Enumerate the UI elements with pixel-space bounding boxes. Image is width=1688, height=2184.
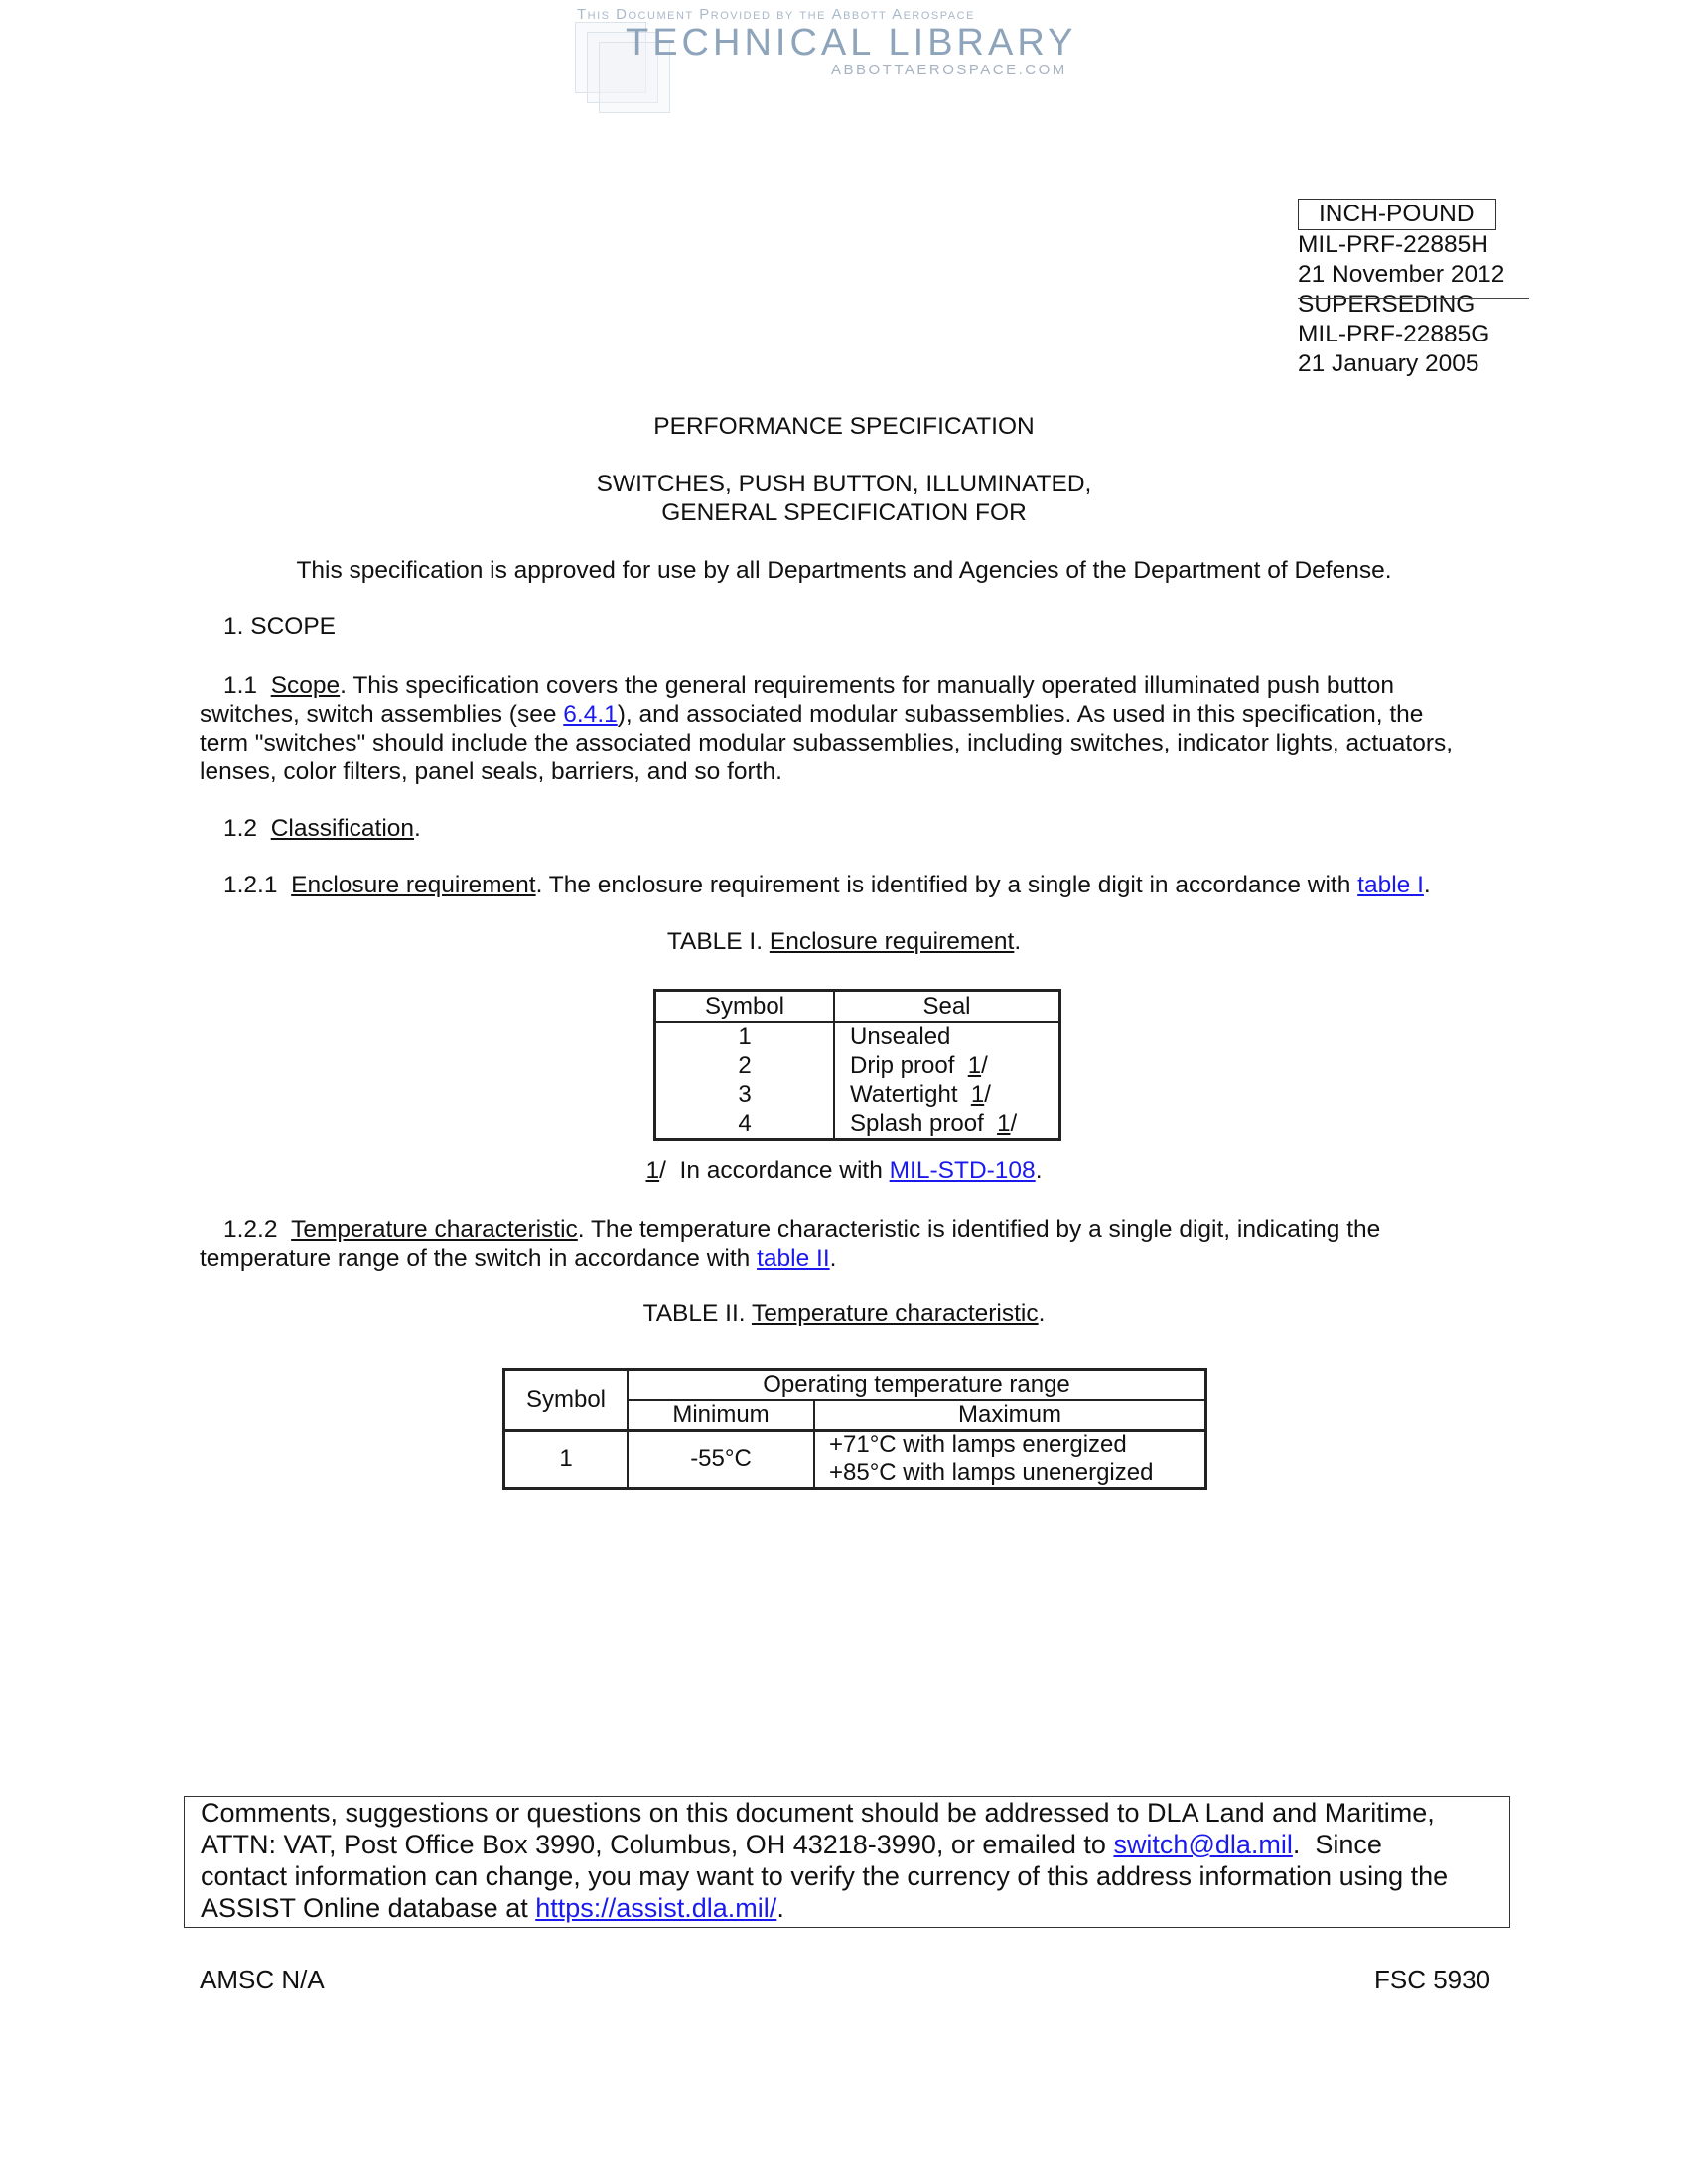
footnote-slash: / — [984, 1081, 991, 1108]
spec-subject-line1: SWITCHES, PUSH BUTTON, ILLUMINATED, — [596, 471, 1092, 497]
comments-text: ATTN: VAT, Post Office Box 3990, Columbus, OH 43218-3990, or emailed to — [201, 1830, 1114, 1859]
table-row — [655, 1022, 1060, 1051]
table-row — [504, 1431, 1206, 1489]
table-enclosure-requirement — [653, 989, 1061, 1141]
para-text: . The temperature characteristic is identified by a single digit, indicating the — [577, 1216, 1381, 1243]
watermark-brand: Abbott Aerospace — [831, 6, 975, 23]
doc-id: MIL-PRF-22885H — [1298, 231, 1488, 258]
table1-footnote — [0, 1158, 1688, 1185]
comments-text: ASSIST Online database at — [201, 1893, 536, 1923]
footnote-slash: / — [1010, 1110, 1018, 1137]
para-text: . — [829, 1245, 837, 1272]
watermark-logo — [571, 4, 1087, 113]
para-title: Scope — [270, 672, 341, 699]
maximum-unenergized: +85°C with lamps unenergized — [829, 1459, 1154, 1486]
para-text: ), and associated modular subassemblies. As used in this specification, the — [617, 701, 1424, 728]
ref-link-table-ii[interactable]: table II — [757, 1245, 830, 1272]
cell-seal — [834, 1051, 1060, 1080]
para-number: 1.1 — [223, 672, 258, 699]
watermark-prefix: This Document Provided by the — [577, 6, 826, 23]
footnote-text: / In accordance with — [659, 1158, 890, 1184]
ref-link-mil-std-108[interactable]: MIL-STD-108 — [889, 1158, 1036, 1184]
spec-subject-line2: GENERAL SPECIFICATION FOR — [661, 499, 1027, 526]
para-title: Enclosure requirement — [291, 872, 536, 898]
col-header-minimum: Minimum — [628, 1400, 814, 1431]
header-divider — [1298, 298, 1529, 299]
col-header-operating-range: Operating temperature range — [628, 1370, 1206, 1401]
para-number: 1.2.1 — [223, 872, 278, 898]
cell-symbol: 1 — [655, 1022, 835, 1051]
comments-line: contact information can change, you may want to verify the currency of this address information using the — [201, 1861, 1449, 1891]
paragraph-1-2-1 — [200, 871, 1510, 899]
para-text: . — [414, 815, 421, 842]
seal-text: Drip proof — [850, 1052, 968, 1079]
comments-text: . — [776, 1893, 784, 1923]
cell-seal — [834, 1022, 1060, 1051]
paragraph-1-2-2 — [200, 1215, 1510, 1273]
comments-text: . Since — [1292, 1830, 1382, 1859]
comments-line — [201, 1829, 1509, 1860]
watermark-url: ABBOTTAEROSPACE.COM — [831, 62, 1067, 78]
seal-text: Watertight — [850, 1081, 971, 1108]
cell-maximum — [814, 1431, 1206, 1489]
superseded-id: MIL-PRF-22885G — [1298, 321, 1490, 347]
col-header-symbol: Symbol — [504, 1370, 629, 1431]
para-title: Temperature characteristic — [291, 1216, 578, 1243]
para-text: . This specification covers the general requirements for manually operated illuminated push button — [340, 672, 1394, 699]
cell-seal — [834, 1109, 1060, 1140]
cell-minimum: -55°C — [628, 1431, 814, 1489]
spec-type-title: PERFORMANCE SPECIFICATION — [653, 413, 1035, 440]
approval-statement: This specification is approved for use by all Departments and Agencies of the Department of Defense. — [296, 557, 1392, 584]
table-row — [655, 1109, 1060, 1140]
comments-box — [184, 1796, 1510, 1928]
caption-prefix: TABLE II. — [642, 1300, 752, 1327]
assist-url-link[interactable]: https://assist.dla.mil/ — [535, 1893, 777, 1923]
cell-symbol: 4 — [655, 1109, 835, 1140]
table-temperature-characteristic — [502, 1368, 1207, 1490]
paragraph-1-2 — [200, 814, 1510, 843]
seal-text: Splash proof — [850, 1110, 998, 1137]
table-row — [655, 1051, 1060, 1080]
amsc-label: AMSC N/A — [200, 1965, 325, 1994]
col-header-symbol: Symbol — [655, 991, 835, 1023]
section-heading-scope: 1. SCOPE — [223, 614, 337, 640]
unit-label: INCH-POUND — [1319, 201, 1475, 227]
caption-title: Enclosure requirement — [769, 928, 1015, 955]
table-row — [655, 1080, 1060, 1109]
footnote-post: . — [1035, 1158, 1043, 1184]
para-text: switches, switch assemblies (see — [200, 701, 564, 728]
cell-symbol: 1 — [504, 1431, 629, 1489]
watermark-title: TECHNICAL LIBRARY — [626, 22, 1077, 64]
table-header-row — [655, 991, 1060, 1023]
fsc-label: FSC 5930 — [1374, 1965, 1491, 1994]
document-header — [1298, 199, 1504, 379]
para-text: . — [1423, 872, 1431, 898]
email-link[interactable]: switch@dla.mil — [1113, 1830, 1293, 1859]
para-text: temperature range of the switch in accordance with — [200, 1245, 758, 1272]
footnote-marker: 1 — [645, 1158, 660, 1184]
para-title: Classification — [270, 815, 415, 842]
table-header-row — [504, 1370, 1206, 1401]
comments-line: Comments, suggestions or questions on this document should be addressed to DLA Land and Maritime, — [201, 1798, 1435, 1828]
superseded-date: 21 January 2005 — [1298, 350, 1479, 377]
col-header-seal: Seal — [834, 991, 1060, 1023]
comments-line — [201, 1892, 1509, 1924]
footnote-marker: 1 — [967, 1052, 982, 1079]
footnote-marker: 1 — [970, 1081, 985, 1108]
seal-text: Unsealed — [850, 1024, 951, 1050]
inch-pound-box — [1298, 199, 1496, 230]
watermark-provided-by — [577, 6, 975, 23]
cell-symbol: 3 — [655, 1080, 835, 1109]
ref-link-table-i[interactable]: table I — [1357, 872, 1424, 898]
footnote-slash: / — [981, 1052, 988, 1079]
para-number: 1.2 — [223, 815, 258, 842]
footnote-marker: 1 — [997, 1110, 1011, 1137]
para-number: 1.2.2 — [223, 1216, 278, 1243]
caption-title: Temperature characteristic — [751, 1300, 1039, 1327]
paragraph-1-1 — [200, 671, 1510, 786]
superseding-label: SUPERSEDING — [1298, 291, 1476, 318]
para-text: term "switches" should include the associated modular subassemblies, including switches, indicator lights, actuators, — [200, 730, 1454, 756]
maximum-energized: +71°C with lamps energized — [829, 1432, 1127, 1458]
table2-caption — [0, 1300, 1688, 1328]
col-header-maximum: Maximum — [814, 1400, 1206, 1431]
table1-caption — [0, 928, 1688, 956]
doc-date: 21 November 2012 — [1298, 261, 1505, 288]
caption-post: . — [1038, 1300, 1046, 1327]
cell-seal — [834, 1080, 1060, 1109]
caption-prefix: TABLE I. — [666, 928, 770, 955]
cell-symbol: 2 — [655, 1051, 835, 1080]
caption-post: . — [1014, 928, 1022, 955]
ref-link-6-4-1[interactable]: 6.4.1 — [563, 701, 618, 728]
para-text: . The enclosure requirement is identified by a single digit in accordance with — [535, 872, 1358, 898]
para-text: lenses, color filters, panel seals, barriers, and so forth. — [200, 758, 782, 785]
